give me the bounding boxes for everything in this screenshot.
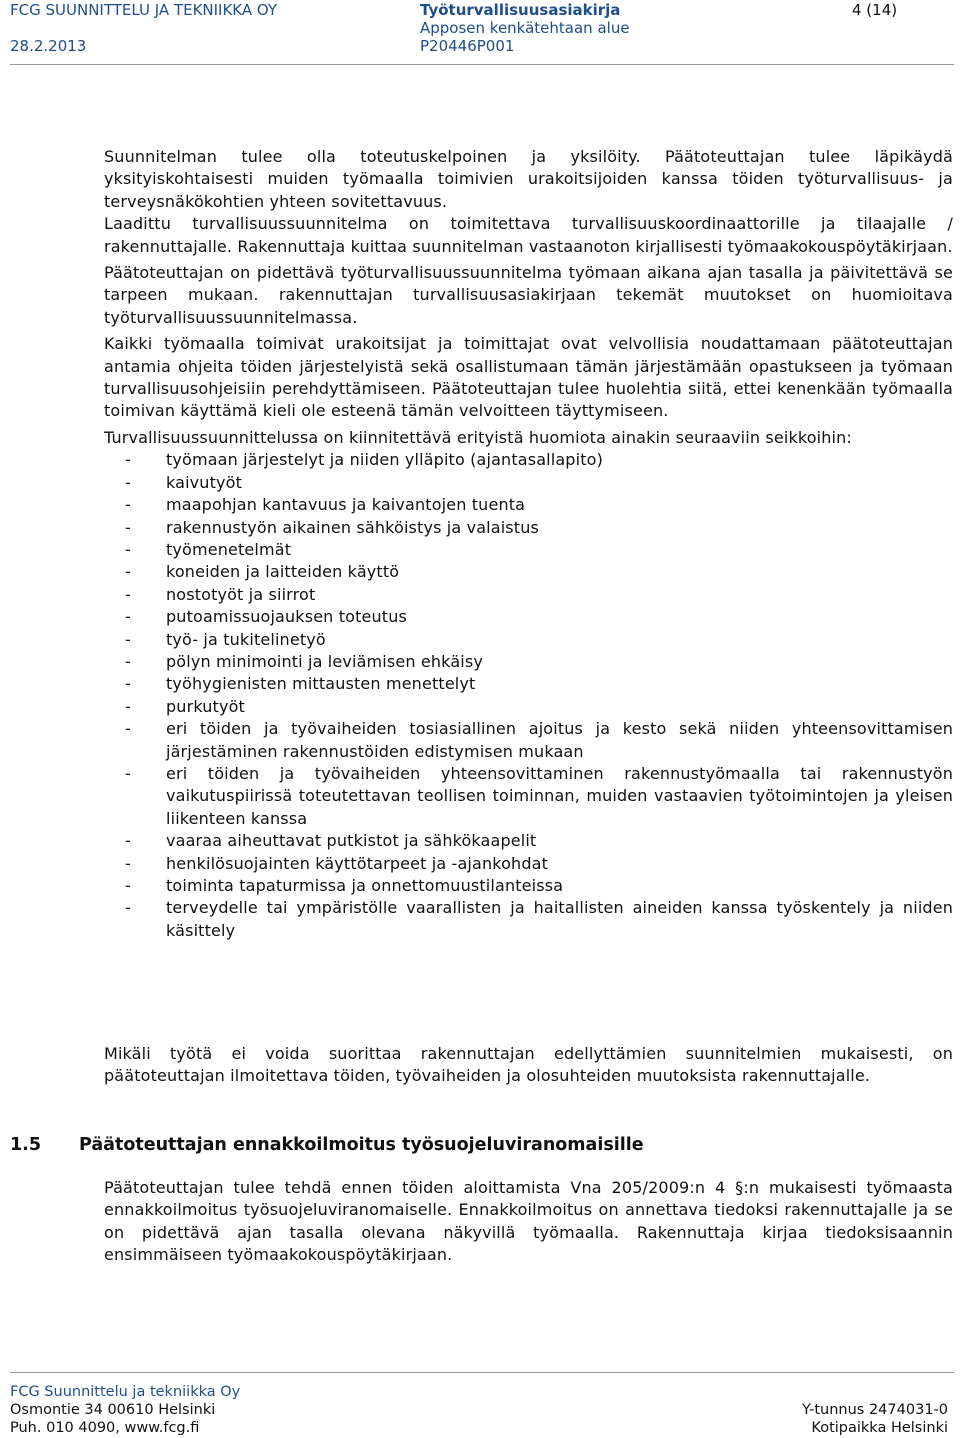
list-item: - nostotyöt ja siirrot [125, 584, 316, 604]
section-title: Päätoteuttajan ennakkoilmoitus työsuojeluviranomaisille [79, 1135, 644, 1155]
body-section-1 [104, 146, 953, 942]
body-section-2 [104, 1043, 953, 1088]
list-item: - työ- ja tukitelinetyö [125, 629, 326, 649]
header-divider [10, 64, 954, 65]
paragraph-advance-notice: Päätoteuttajan tulee tehdä ennen töiden aloittamista Vna 205/2009:n 4 §:n mukaisesti työmaasta ennakkoilmoitus työsuojeluviranomaiselle. Ennakkoilmoitus on annettava tiedoksi rakennuttajalle ja se on pidettävä ajan tasalla olevana näkyvillä työmaalla. Rakennuttaja kirjaa tiedoksisaannin ensimmäiseen työmaakokouspöytäkirjaan. [104, 1178, 953, 1265]
header-project-code: P20446P001 [420, 37, 515, 55]
header-page-number: 4 (14) [852, 1, 898, 19]
attention-list [104, 449, 953, 942]
footer-business-id: Y-tunnus 2474031-0 [801, 1402, 948, 1418]
list-item: - toiminta tapaturmissa ja onnettomuustilanteissa [125, 876, 564, 895]
paragraph-plan-delivery: Laadittu turvallisuussuunnitelma on toimitettava turvallisuuskoordinaattorille ja tilaajalle / rakennuttajalle. Rakennuttaja kuittaa suunnitelman vastaanoton kirjallisesti työmaakokouspöytäkirjaan. [104, 214, 953, 256]
footer-contact: Puh. 010 4090, www.fcg.fi [10, 1420, 200, 1436]
list-item: - henkilösuojainten käyttötarpeet ja -ajankohdat [125, 853, 549, 873]
header-doc-title: Työturvallisuusasiakirja [420, 1, 621, 19]
paragraph-planning-attention: Turvallisuussuunnittelussa on kiinnitettävä erityistä huomiota ainakin seuraaviin seikkoihin: [104, 427, 852, 447]
list-item: - työmaan järjestelyt ja niiden ylläpito (ajantasallapito) [125, 450, 603, 470]
list-item: - koneiden ja laitteiden käyttö [125, 562, 400, 582]
footer-company: FCG Suunnittelu ja tekniikka Oy [10, 1384, 241, 1400]
list-item: - eri töiden ja työvaiheiden yhteensovittaminen rakennustyömaalla tai rakennustyön vaikutuspiirissä toteutettavan teollisen toiminnan, muiden vastaavien työtoimintojen ja yleisen liikenteen kanssa [125, 763, 953, 828]
header-company: FCG SUUNNITTELU JA TEKNIIKKA OY [10, 1, 278, 19]
list-item: - työhygienisten mittausten menettelyt [125, 674, 476, 694]
header-date: 28.2.2013 [10, 37, 87, 55]
footer-domicile: Kotipaikka Helsinki [811, 1420, 948, 1436]
list-item: - putoamissuojauksen toteutus [125, 607, 407, 627]
list-item: - terveydelle tai ympäristölle vaarallisten ja haitallisten aineiden kanssa työskentely ja niiden käsittely [125, 898, 953, 940]
page-header [0, 0, 960, 64]
paragraph-plan-updating: Päätoteuttajan on pidettävä työturvallisuussuunnitelma työmaan aikana ajan tasalla ja päivitettävä se tarpeen mukaan. rakennuttajan turvallisuusasiakirjaan tekemät muutokset on huomioitava työturvallisuussuunnitelmassa. [104, 263, 953, 327]
list-item: - vaaraa aiheuttavat putkistot ja sähkökaapelit [125, 831, 537, 851]
list-item: - maapohjan kantavuus ja kaivantojen tuenta [125, 495, 526, 515]
list-item: - purkutyöt [125, 696, 245, 716]
footer-divider [10, 1372, 954, 1373]
paragraph-deviation-notice: Mikäli työtä ei voida suorittaa rakennuttajan edellyttämien suunnitelmien mukaisesti, on päätoteuttajan ilmoitettava töiden, työvaiheiden ja olosuhteiden muutoksista rakennuttajalle. [104, 1044, 953, 1086]
section-number: 1.5 [10, 1135, 42, 1155]
header-doc-subtitle: Apposen kenkätehtaan alue [420, 19, 630, 37]
list-item: - kaivutyöt [125, 472, 242, 492]
list-item: - eri töiden ja työvaiheiden tosiasiallinen ajoitus ja kesto sekä niiden yhteensovittamisen järjestäminen rakennustöiden edistymisen mukaan [125, 719, 953, 761]
list-item: - pölyn minimointi ja leviämisen ehkäisy [125, 651, 483, 671]
list-item: - rakennustyön aikainen sähköistys ja valaistus [125, 517, 539, 537]
paragraph-contractor-obligations: Kaikki työmaalla toimivat urakoitsijat ja toimittajat ovat velvollisia noudattamaan päätoteuttajan antamia ohjeita töiden järjestelyistä sekä osallistumaan tämän järjestämään opastukseen ja työmaan turvallisuusohjeisiin perehdyttämiseen. Päätoteuttajan tulee huolehtia siitä, ettei kenenkään työmaalla toimivan käyttämä kieli ole esteenä tämän velvoitteen täyttymiseen. [104, 334, 953, 421]
footer-address: Osmontie 34 00610 Helsinki [10, 1402, 216, 1418]
list-item: - työmenetelmät [125, 539, 292, 559]
paragraph-plan-requirements: Suunnitelman tulee olla toteutuskelpoinen ja yksilöity. Päätoteuttajan tulee läpikäydä yksityiskohtaisesti muiden työmaalla toimivien urakoitsijoiden kanssa töiden työturvallisuus- ja terveysnäkökohtien yhteen sovitettavuus. [104, 147, 953, 211]
body-section-3 [104, 1177, 953, 1267]
